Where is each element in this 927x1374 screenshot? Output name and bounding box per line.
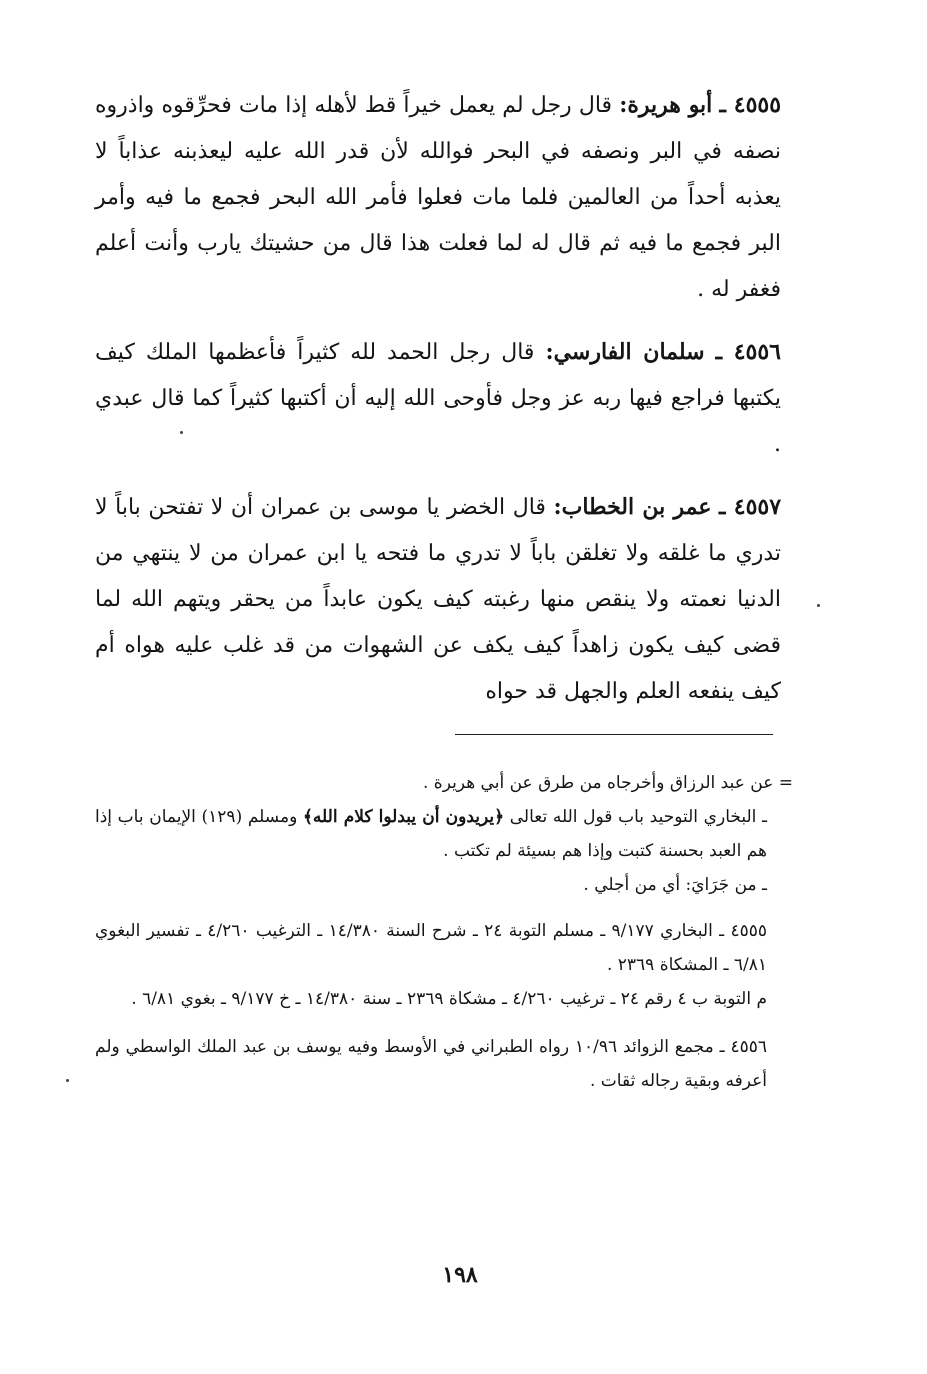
narrator-name: عمر بن الخطاب: [553, 494, 712, 520]
footnotes [95, 766, 793, 1098]
scan-speck [817, 604, 820, 607]
scan-speck [180, 431, 183, 434]
hadith-entry-4555 [95, 82, 781, 313]
scan-speck [66, 1079, 69, 1082]
hadith-number: ٤٥٥٥ ـ [719, 92, 782, 118]
quran-quote: ﴿يريدون أن يبدلوا كلام الله﴾ [302, 807, 505, 827]
hadith-text: قال رجل لم يعمل خيراً قط لأهله إذا مات فحرِّقوه واذروه نصفه في البر ونصفه في البحر فوالله لأن قدر الله عليه ليعذبنه عذاباً لا يعذبه أحداً من العالمين فلما مات فعلوا فأمر الله البحر فجمع ما فيه وأمر البر فجمع ما فيه ثم قال له لما فعلت هذا قال من حشيتك يارب وأنت أعلم فغفر له . [95, 93, 781, 302]
footnote-4555-abbrev: م التوبة ب ٤ رقم ٢٤ ـ ترغيب ٤/٢٦٠ ـ مشكاة ٢٣٦٩ ـ سنة ١٤/٣٨٠ ـ خ ٩/١٧٧ ـ بغوي ٦/٨١ . [131, 989, 767, 1009]
hadith-paragraph [95, 82, 781, 313]
hadith-text: قال رجل الحمد لله كثيراً فأعظمها الملك كيف يكتبها فراجع فيها ربه عز وجل فأوحى الله إليه أن أكتبها كثيراً كما قال عبدي . [95, 340, 781, 457]
hadith-number: ٤٥٥٦ ـ [715, 339, 781, 365]
hadith-text: قال الخضر يا موسى بن عمران أن لا تفتحن باباً لا تدري ما غلقه ولا تغلقن باباً لا تدري ما فتحه يا ابن عمران من لا ينتهي من الدنيا نعمته ولا ينقص منها رغبته كيف يكون عابداً من يحقر ويتهم الله لما قضى كيف يكون زاهداً كيف يكف عن الشهوات من قد غلب عليه هواه أم كيف ينفعه العلم والجهل قد حواه [95, 495, 781, 704]
main-text [95, 82, 781, 731]
footnote-continuation [95, 800, 793, 868]
footnote-text: ومسلم (١٢٩) الإيمان باب إذا هم العبد بحسنة كتبت وإذا هم بسيئة لم تكتب . [95, 807, 767, 861]
page-number: ١٩٨ [442, 1262, 478, 1288]
narrator-name: أبو هريرة: [619, 92, 713, 118]
hadith-paragraph [95, 484, 781, 715]
footnote-4556: ٤٥٥٦ ـ مجمع الزوائد ١٠/٩٦ رواه الطبراني في الأوسط وفيه يوسف بن عبد الملك الواسطي ولم أعرفه وبقية رجاله ثقات . [95, 1037, 767, 1091]
hadith-number: ٤٥٥٧ ـ [719, 494, 782, 520]
footnote-continuation: = عن عبد الرزاق وأخرجاه من طرق عن أبي هريرة . [422, 773, 793, 793]
hadith-entry-4557 [95, 484, 781, 715]
footnote-separator [455, 734, 773, 735]
footnote-4555: ٤٥٥٥ ـ البخاري ٩/١٧٧ ـ مسلم التوبة ٢٤ ـ شرح السنة ١٤/٣٨٠ ـ الترغيب ٤/٢٦٠ ـ تفسير البغوي ٦/٨١ ـ المشكاة ٢٣٦٩ . [95, 921, 767, 975]
narrator-name: سلمان الفارسي: [545, 339, 705, 365]
hadith-paragraph [95, 329, 781, 468]
footnote-continuation: ـ من جَرَايَ: أي من أجلي . [583, 875, 767, 895]
footnote-text: ـ البخاري التوحيد باب قول الله تعالى [509, 807, 768, 827]
hadith-entry-4556 [95, 329, 781, 468]
